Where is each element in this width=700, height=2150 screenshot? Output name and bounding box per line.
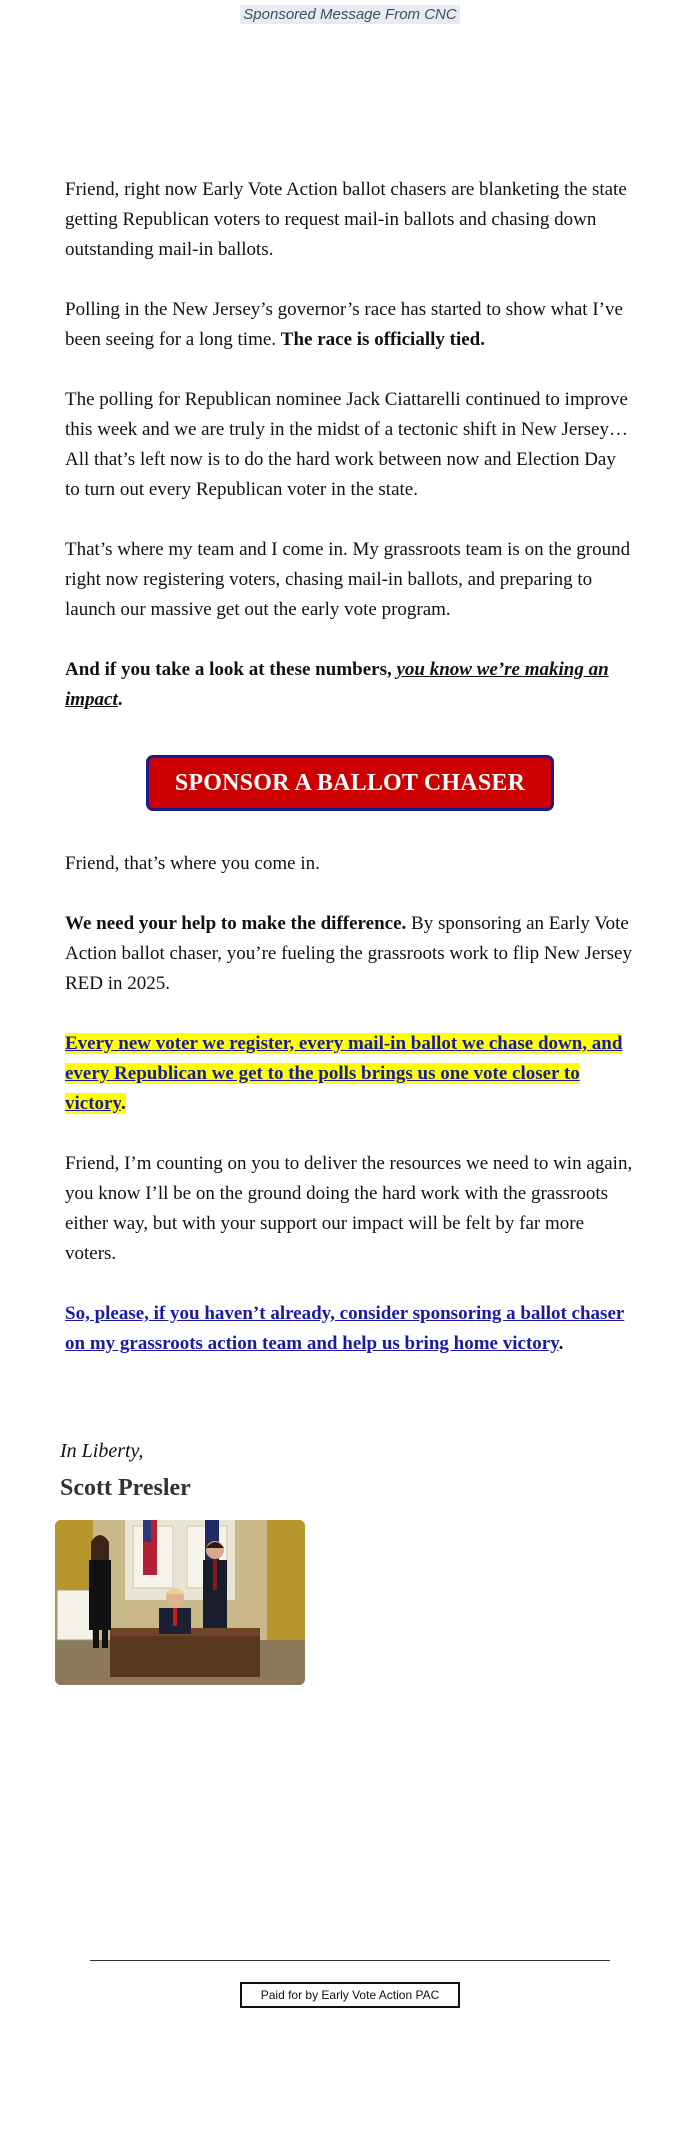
paragraph-4: That’s where my team and I come in. My grassroots team is on the ground right now registering voters, chasing mail-in ballots, and preparing to launch our massive get out the early vote program. — [65, 539, 631, 620]
race-tied-text: The race is officially tied. — [280, 329, 486, 350]
signoff — [60, 1440, 460, 1508]
paragraph-8: Every new voter we register, every mail-in ballot we chase down, and every Republican we get to the polls brings us one vote closer to victory. — [65, 1033, 623, 1114]
cta-container — [65, 755, 635, 811]
paragraph-10: So, please, if you haven’t already, consider sponsoring a ballot chaser on my grassroots action team and help us bring home victory. — [65, 1303, 625, 1354]
paragraph-7: We need your help to make the difference. By sponsoring an Early Vote Action ballot chaser, you’re fueling the grassroots work to flip New Jersey RED in 2025. — [65, 913, 632, 994]
impact-link[interactable]: you know we’re making an impact — [65, 659, 609, 710]
sponsored-text: Sponsored Message From CNC — [240, 5, 459, 24]
paragraph-6: Friend, that’s where you come in. — [65, 853, 320, 874]
paragraph-2: Polling in the New Jersey’s governor’s race has started to show what I’ve been seeing for a long time. The race is officially tied. — [65, 299, 623, 350]
paragraph-3: The polling for Republican nominee Jack Ciattarelli continued to improve this week and we are truly in the midst of a tectonic shift in New Jersey… All that’s left now is to do the hard work between now and Election Day to turn out every Republican voter in the state. — [65, 389, 628, 500]
oval-office-photo — [55, 1520, 305, 1685]
paragraph-9: Friend, I’m counting on you to deliver the resources we need to win again, you know I’ll be on the ground doing the hard work with the grassroots either way, but with your support our impact will be felt by far more voters. — [65, 1153, 633, 1264]
sponsored-banner — [0, 6, 700, 23]
email-body — [65, 175, 635, 1389]
sponsor-ballot-chaser-button[interactable]: SPONSOR A BALLOT CHASER — [146, 755, 554, 811]
closing-text: In Liberty, — [60, 1440, 144, 1462]
paragraph-5: And if you take a look at these numbers, you know we’re making an impact. — [65, 659, 609, 710]
victory-link-highlighted[interactable]: Every new voter we register, every mail-in ballot we chase down, and every Republican we get to the polls brings us one vote closer to victory — [65, 1033, 623, 1114]
paid-for-disclaimer: Paid for by Early Vote Action PAC — [240, 1982, 460, 2008]
footer-divider — [90, 1960, 610, 1961]
paragraph-1: Friend, right now Early Vote Action ballot chasers are blanketing the state getting Republican voters to request mail-in ballots and chasing down outstanding mail-in ballots. — [65, 179, 627, 260]
signer-name: Scott Presler — [60, 1475, 191, 1501]
sponsor-chaser-link[interactable]: So, please, if you haven’t already, consider sponsoring a ballot chaser on my grassroots action team and help us bring home victory — [65, 1303, 625, 1354]
